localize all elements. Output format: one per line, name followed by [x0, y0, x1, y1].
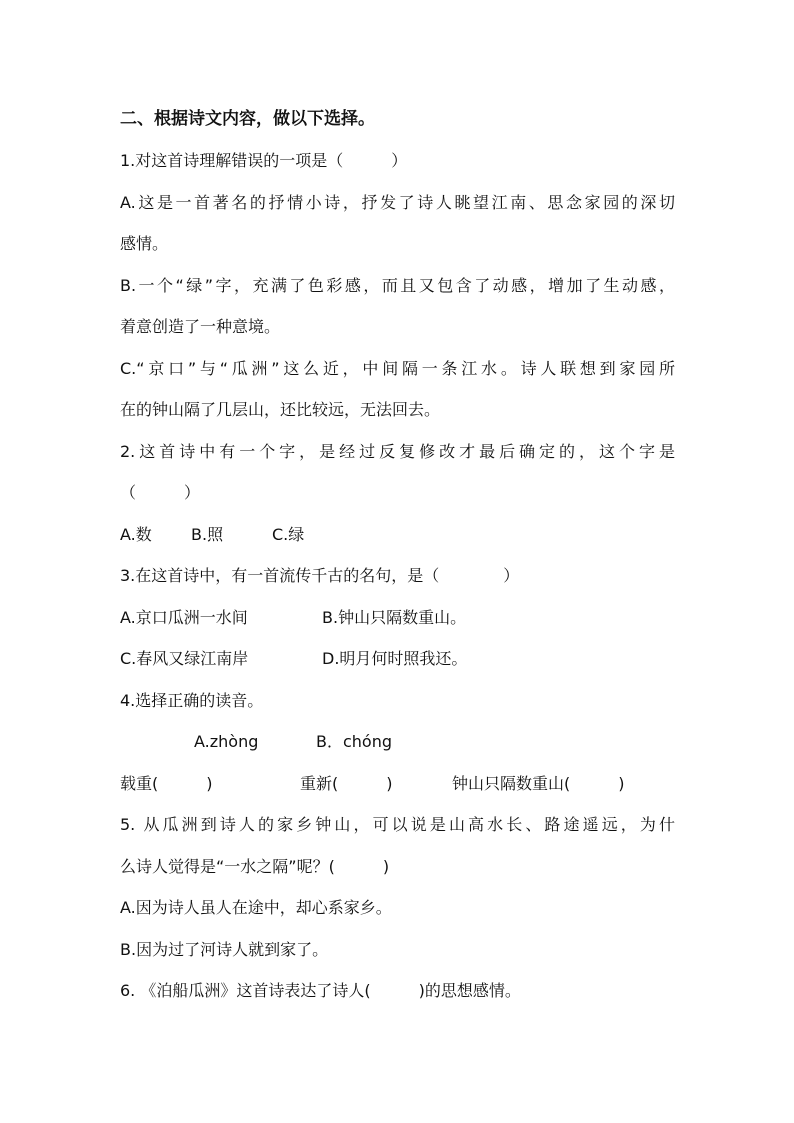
question-3-option-c: C.春风又绿江南岸	[120, 649, 249, 668]
question-2-option-b: B.照	[191, 525, 224, 544]
question-4-item-2: 重新( )	[300, 774, 393, 793]
question-1-option-b-line-1: B.一个“绿”字，充满了色彩感，而且又包含了动感，增加了生动感，	[120, 276, 675, 295]
question-4-reading-a: A.zhòng	[194, 732, 259, 751]
question-4-item-1: 载重( )	[120, 774, 213, 793]
question-2-stem-line-1: 2.这首诗中有一个字，是经过反复修改才最后确定的，这个字是	[120, 442, 675, 461]
question-3-option-a: A.京口瓜洲一水间	[120, 608, 248, 627]
question-2-option-a: A.数	[120, 525, 152, 544]
question-5-option-a: A.因为诗人虽人在途中，却心系家乡。	[120, 898, 392, 917]
question-6-stem: 6. 《泊船瓜洲》这首诗表达了诗人( )的思想感情。	[120, 981, 521, 1000]
question-2-option-c: C.绿	[272, 525, 305, 544]
question-2-stem-line-2: （ ）	[120, 483, 201, 502]
question-1-option-c-line-2: 在的钟山隔了几层山，还比较远，无法回去。	[120, 400, 441, 419]
question-4-stem: 4.选择正确的读音。	[120, 691, 264, 710]
question-4-reading-b: B．chóng	[316, 732, 393, 751]
question-5-stem-line-1: 5. 从瓜洲到诗人的家乡钟山，可以说是山高水长、路途遥远，为什	[120, 815, 675, 834]
section-title: 二、根据诗文内容，做以下选择。	[120, 109, 375, 129]
question-1-option-c-line-1: C.“京口”与“瓜洲”这么近，中间隔一条江水。诗人联想到家园所	[120, 359, 675, 378]
question-5-option-b: B.因为过了河诗人就到家了。	[120, 940, 329, 959]
question-1-option-a-line-1: A.这是一首著名的抒情小诗，抒发了诗人眺望江南、思念家园的深切	[120, 193, 675, 212]
question-3-option-b: B.钟山只隔数重山。	[322, 608, 467, 627]
question-1-option-b-line-2: 着意创造了一种意境。	[120, 317, 281, 336]
question-3-stem: 3.在这首诗中，有一首流传千古的名句，是（ ）	[120, 566, 520, 585]
question-3-option-d: D.明月何时照我还。	[322, 649, 468, 668]
question-1-option-a-line-2: 感情。	[120, 234, 169, 253]
question-4-item-3: 钟山只隔数重山( )	[452, 774, 625, 793]
question-1-stem: 1.对这首诗理解错误的一项是（ ）	[120, 151, 408, 170]
question-5-stem-line-2: 么诗人觉得是“一水之隔”呢？( )	[120, 857, 390, 876]
